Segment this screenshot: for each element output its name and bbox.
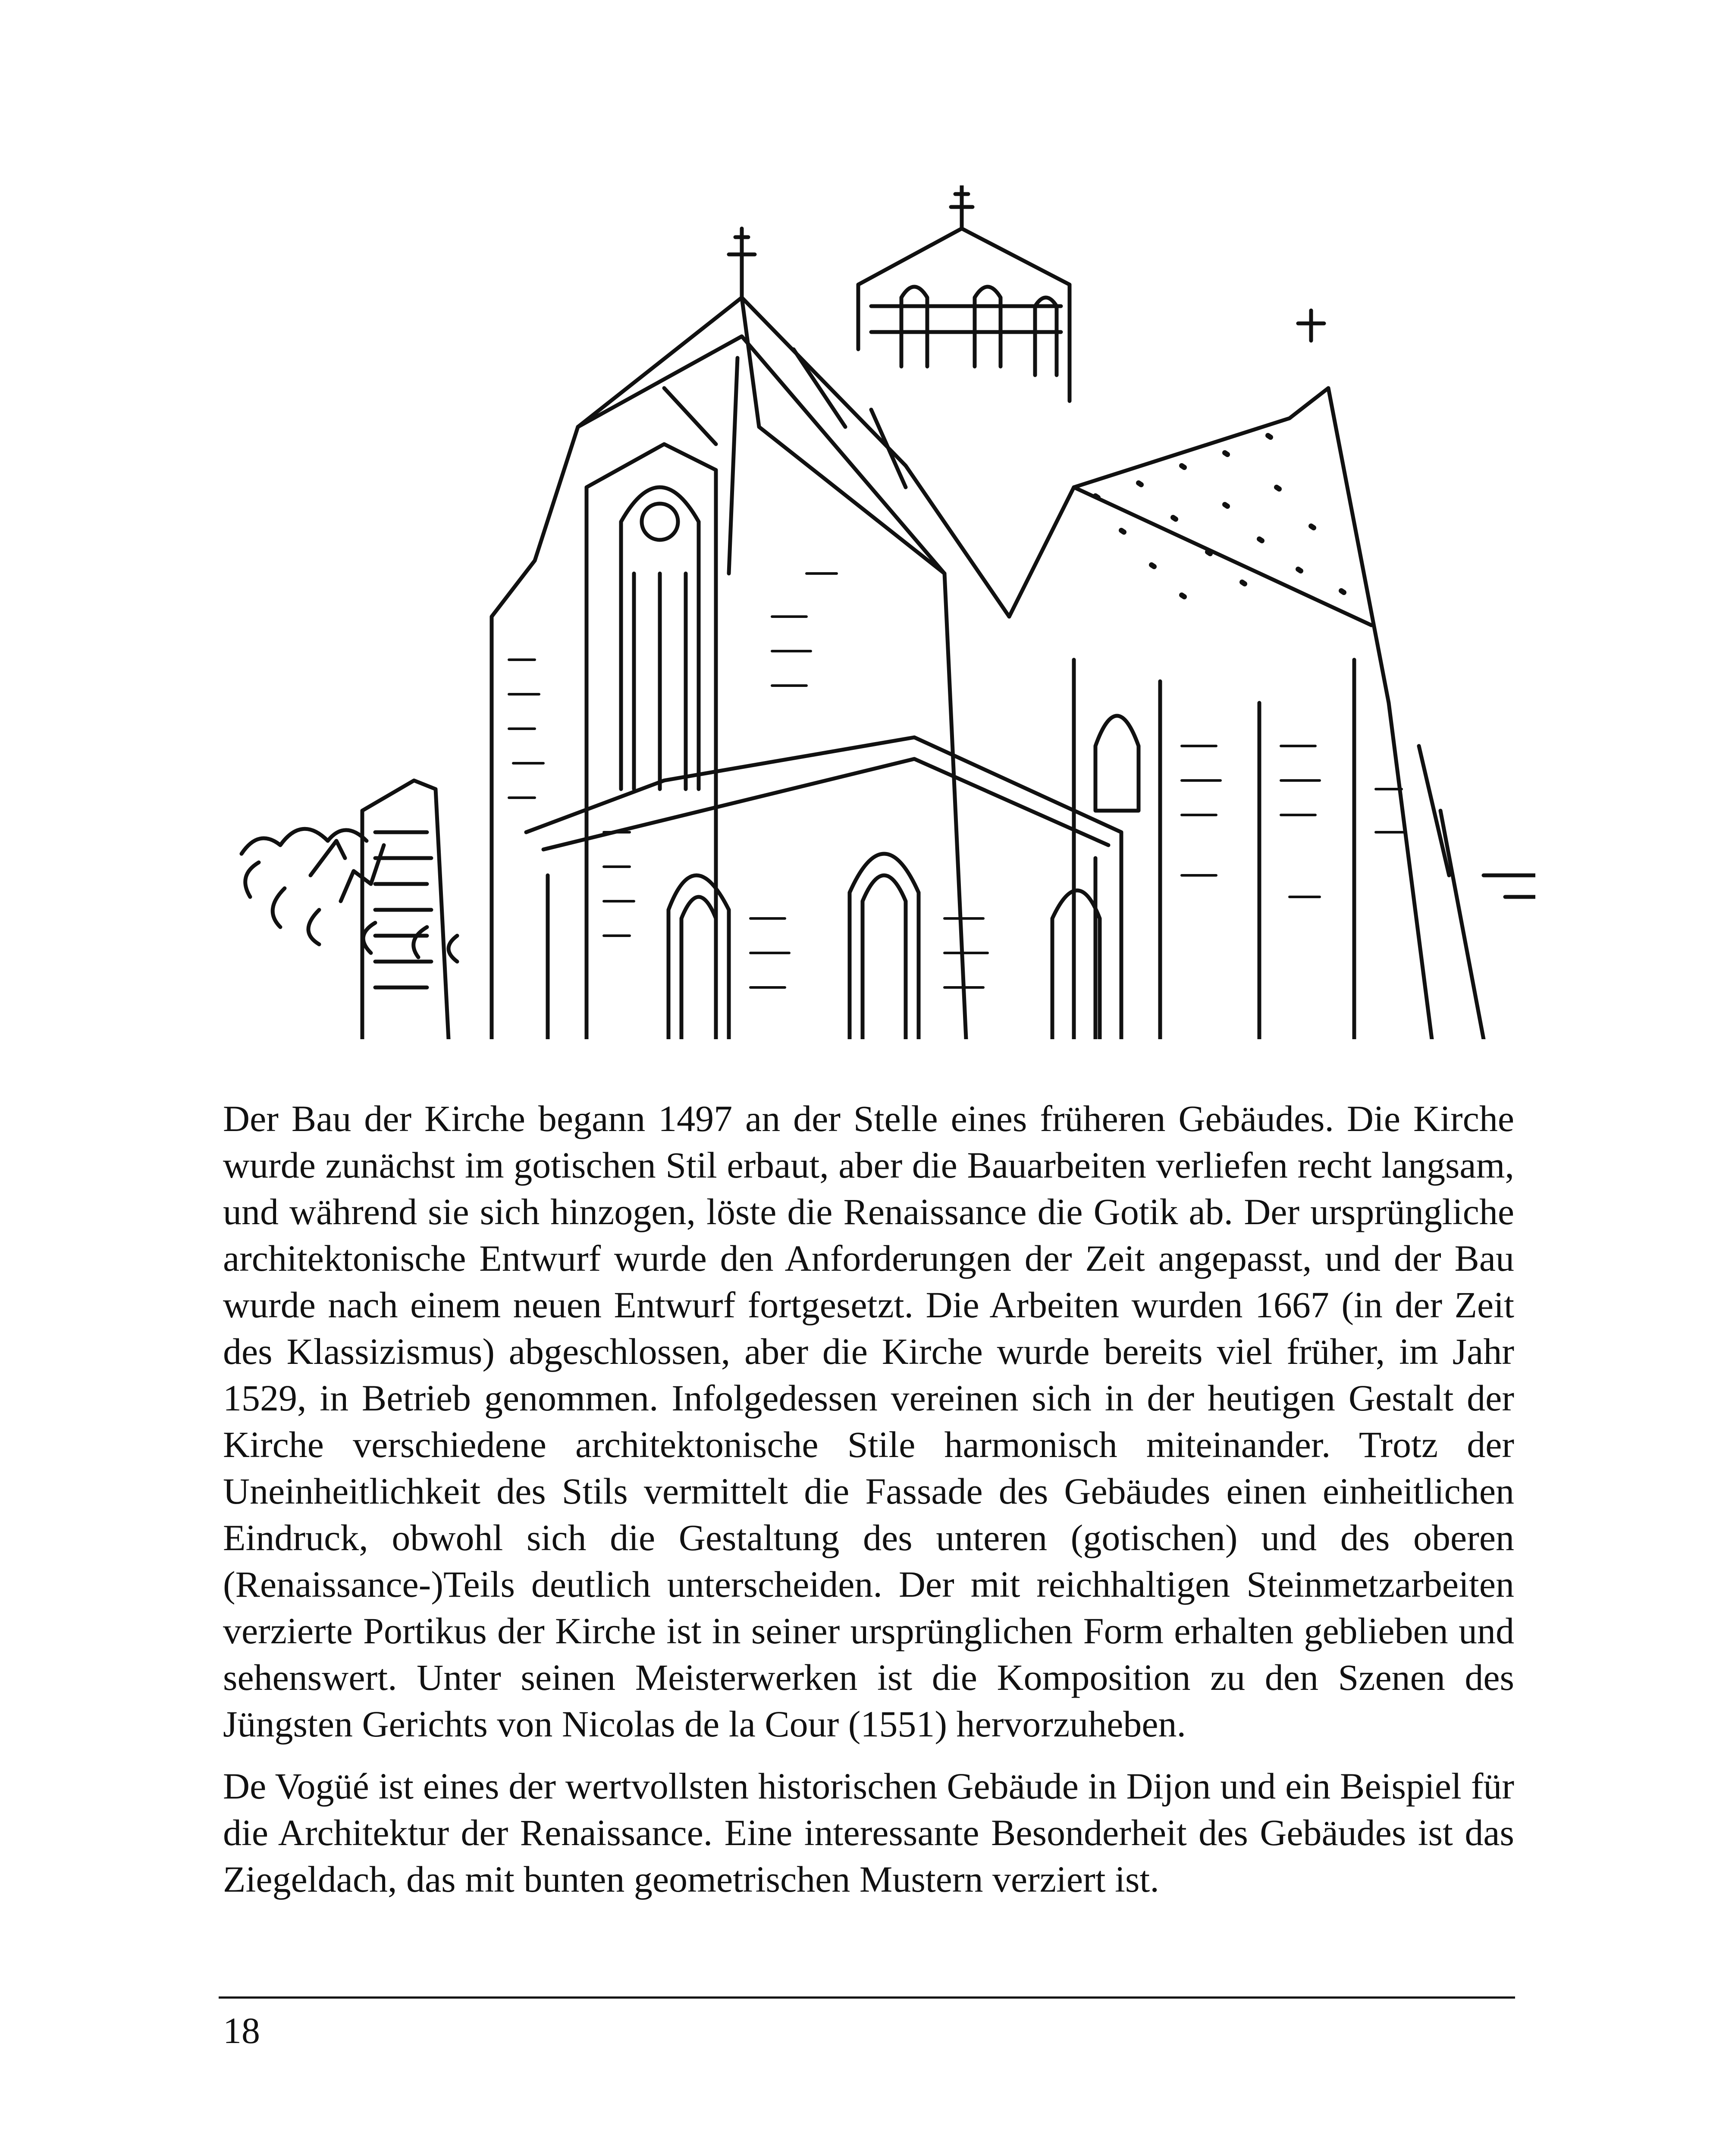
church-illustration <box>233 185 1535 1039</box>
body-text <box>223 1095 1514 1918</box>
paragraph-vogue: De Vogüé ist eines der wertvollsten historischen Gebäude in Dijon und ein Beispiel für die Architektur der Renaissance. Eine interessante Besonderheit des Gebäudes ist das Ziegeldach, das mit bunten geometrischen Mustern verziert ist. <box>223 1765 1514 1900</box>
footer-rule <box>219 1996 1515 1999</box>
paragraph-history: Der Bau der Kirche begann 1497 an der Stelle eines früheren Gebäudes. Die Kirche wurde zunächst im gotischen Stil erbaut, aber die Bauarbeiten verliefen recht langsam, und während sie sich hinzogen, löste die Renaissance die Gotik ab. Der ursprüngliche architektonische Entwurf wurde den Anforderungen der Zeit angepasst, und der Bau wurde nach einem neuen Entwurf fortgesetzt. Die Arbeiten wurden 1667 (in der Zeit des Klassizismus) abgeschlossen, aber die Kirche wurde bereits viel früher, im Jahr 1529, in Betrieb genommen. Infolgedessen vereinen sich in der heutigen Gestalt der Kirche verschiedene architektonische Stile harmonisch miteinander. Trotz der Uneinheitlichkeit des Stils vermittelt die Fassade des Gebäudes einen einheitlichen Eindruck, obwohl sich die Gestaltung des unteren (gotischen) und des oberen (Renaissance-)Teils deutlich unterscheiden. Der mit reichhaltigen Steinmetzarbeiten verzierte Portikus der Kirche ist in seiner ursprünglichen Form erhalten geblieben und sehenswert. Unter seinen Meisterwerken ist die Komposition zu den Szenen des Jüngsten Gerichts von Nicolas de la Cour (1551) hervorzuheben. <box>223 1098 1514 1745</box>
page-number: 18 <box>223 2010 260 2051</box>
